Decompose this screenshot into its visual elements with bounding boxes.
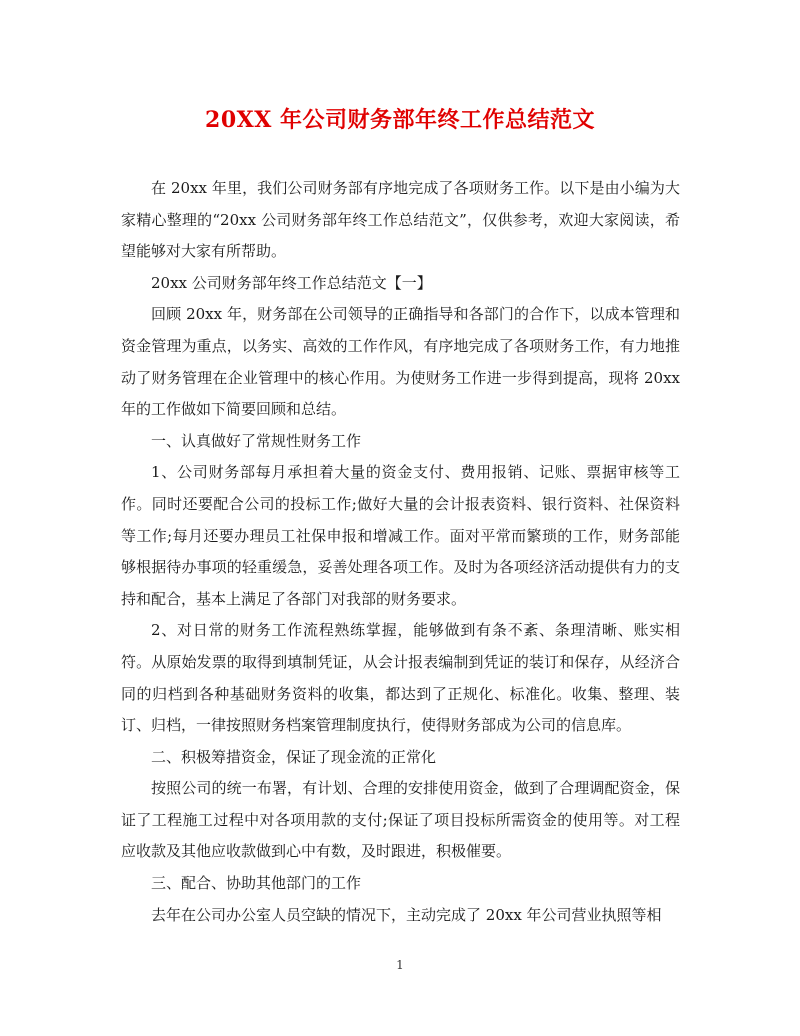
document-title: 20XX 年公司财务部年终工作总结范文 xyxy=(205,107,595,133)
heading-funding: 二、积极筹措资金，保证了现金流的正常化 xyxy=(151,747,437,766)
paragraph-intro: 在 20xx 年里，我们公司财务部有序地完成了各项财务工作。以下是由小编为大家精心整理的“20xx 公司财务部年终工作总结范文”，仅供参考，欢迎大家阅读，希望能够对大家有所帮助。 xyxy=(121,179,680,261)
paragraph-cooperation: 去年在公司办公室人员空缺的情况下，主动完成了 20xx 年公司营业执照等相 xyxy=(151,905,662,924)
paragraph-item-2: 2、对日常的财务工作流程熟练掌握，能够做到有条不紊、条理清晰、账实相符。从原始发票的取得到填制凭证，从会计报表编制到凭证的装订和保存，从经济合同的归档到各种基础财务资料的收集，都达到了正规化、标准化。收集、整理、装订、归档，一律按照财务档案管理制度执行，使得财务部成为公司的信息库。 xyxy=(121,621,680,735)
page-number: 1 xyxy=(396,958,404,972)
document-body xyxy=(121,173,680,931)
heading-cooperation: 三、配合、协助其他部门的工作 xyxy=(151,874,362,893)
paragraph-item-1: 1、公司财务部每月承担着大量的资金支付、费用报销、记账、票据审核等工作。同时还要配合公司的投标工作;做好大量的会计报表资料、银行资料、社保资料等工作;每月还要办理员工社保申报和增减工作。面对平常而繁琐的工作，财务部能够根据待办事项的轻重缓急，妥善处理各项工作。及时为各项经济活动提供有力的支持和配合，基本上满足了各部门对我部的财务要求。 xyxy=(121,463,680,608)
paragraph-section-heading: 20xx 公司财务部年终工作总结范文【一】 xyxy=(151,273,432,292)
paragraph-review: 回顾 20xx 年，财务部在公司领导的正确指导和各部门的合作下，以成本管理和资金管理为重点，以务实、高效的工作作风，有序地完成了各项财务工作，有力地推动了财务管理在企业管理中的核心作用。为使财务工作进一步得到提高，现将 20xx 年的工作做如下简要回顾和总结。 xyxy=(121,305,680,419)
heading-routine-work: 一、认真做好了常规性财务工作 xyxy=(151,431,362,450)
paragraph-funding: 按照公司的统一布署，有计划、合理的安排使用资金，做到了合理调配资金，保证了工程施工过程中对各项用款的支付;保证了项目投标所需资金的使用等。对工程应收款及其他应收款做到心中有数，及时跟进，积极催要。 xyxy=(121,779,680,861)
